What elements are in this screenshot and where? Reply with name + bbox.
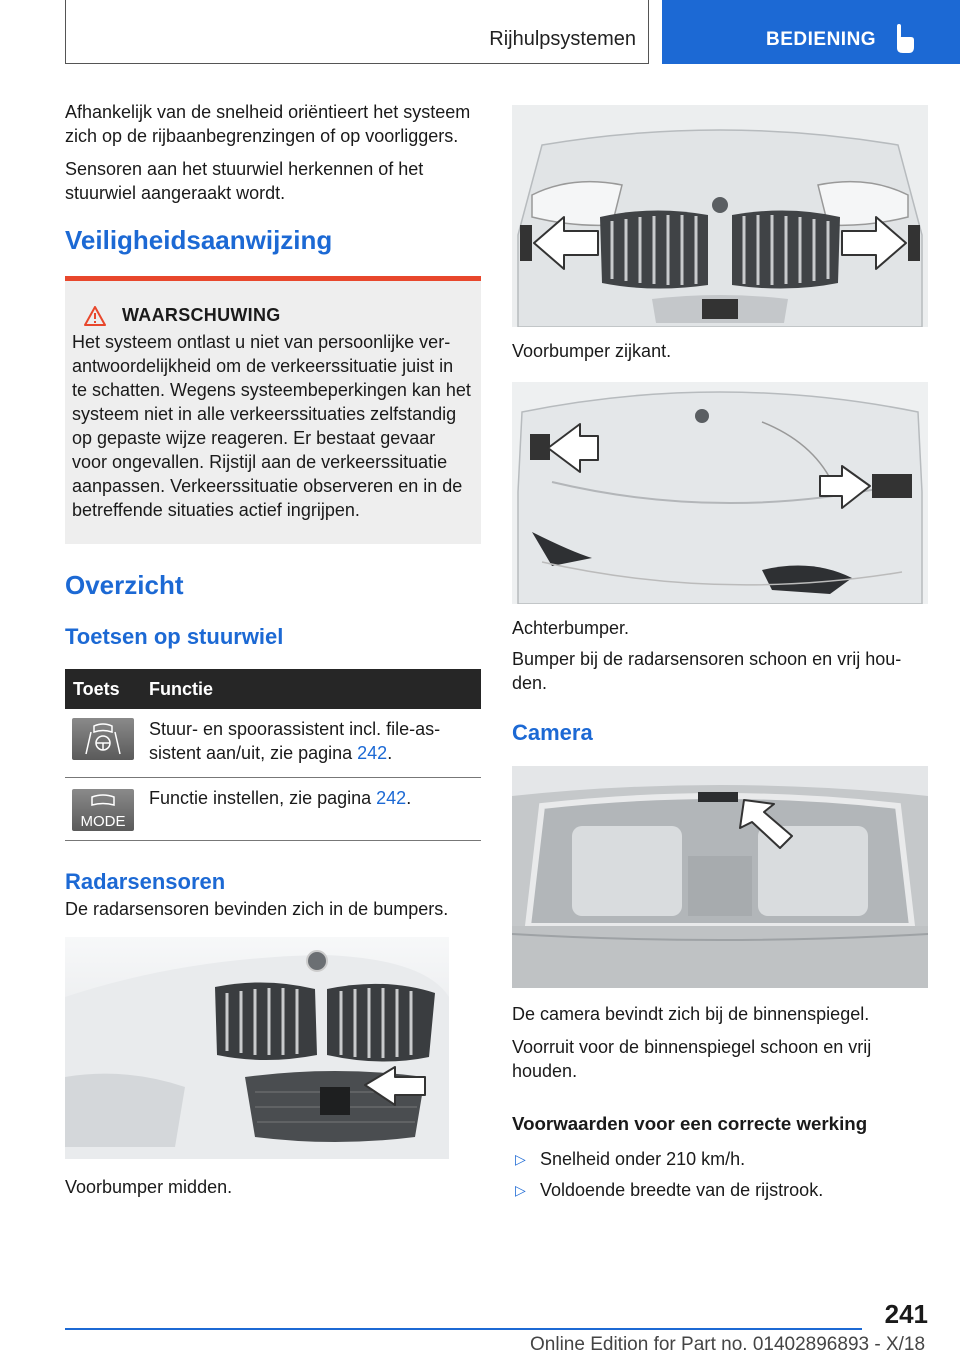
right-column [512, 100, 928, 1209]
footer-rule [65, 1328, 862, 1330]
row-function-text: Functie instellen, zie pagina [149, 788, 377, 808]
camera-location-image [512, 766, 928, 988]
warning-label: WAARSCHUWING [122, 305, 281, 325]
table-row: MODE Functie instellen, zie pagina 242. [65, 778, 481, 841]
warning-text: Het systeem ontlast u niet van persoonlijke verantwoordelijkheid om de verkeerssituatie juist in te schatten. Wegens systeembeperkingen kan het systeem niet in alle verkeerssituaties zelfstandig op gepaste wijze reageren. Er bestaat gevaar voor ongevallen. Rijstijl aan de verkeerssituatie aanpassen. Verkeerssituatie observeren en in de betreffende situaties actief ingrijpen. [72, 332, 471, 520]
rear-bumper-image [512, 382, 928, 604]
caption-front-side: Voorbumper zijkant. [512, 341, 672, 361]
header-section-title: Rijhulpsystemen [489, 28, 636, 50]
mode-key-label: MODE [80, 813, 126, 830]
header-right-rule [648, 0, 649, 64]
triangle-bullet-icon: ▷ [515, 1151, 526, 1167]
front-bumper-middle-image [65, 937, 449, 1159]
overview-heading: Overzicht [65, 570, 184, 600]
conditions-heading: Voorwaarden voor een correcte werking [512, 1113, 868, 1134]
front-bumper-side-image [512, 105, 928, 327]
caption-rear: Achterbumper. [512, 618, 630, 638]
header-bottom-rule [65, 63, 649, 64]
list-item: ▷ Snelheid onder 210 km/h. [512, 1147, 928, 1171]
steering-buttons-table [65, 669, 481, 841]
steering-lane-assist-icon [72, 718, 134, 760]
conditions-list [512, 1147, 928, 1202]
intro-paragraph-1: Afhankelijk van de snelheid oriëntieert het systeem zich op de rijbaanbegrenzingen of op voorliggers. [65, 102, 471, 146]
header-chapter-label: BEDIENING [766, 29, 877, 50]
pointing-hand-icon [894, 24, 916, 54]
radar-sensors-text: De radarsensoren bevinden zich in de bumpers. [65, 899, 449, 919]
radar-sensors-heading: Radarsensoren [65, 869, 226, 894]
table-header-key: Toets [65, 669, 141, 709]
camera-text-1: De camera bevindt zich bij de binnenspiegel. [512, 1004, 870, 1024]
warning-triangle-icon [84, 306, 106, 326]
page-reference-link[interactable]: 242 [357, 743, 388, 763]
triangle-bullet-icon: ▷ [515, 1182, 526, 1198]
intro-paragraph-2: Sensoren aan het stuurwiel herkennen of het stuurwiel aangeraakt wordt. [65, 159, 424, 203]
footer-edition: Online Edition for Part no. 01402896893 - X/18 [530, 1334, 926, 1355]
table-header-function: Functie [141, 669, 481, 709]
row-function-text: Stuur- en spoorassistent incl. file-assistent aan/uit, zie pagina [149, 719, 441, 763]
rear-sensor-note: Bumper bij de radarsensoren schoon en vrij houden. [512, 649, 902, 693]
camera-text-2: Voorruit voor de binnenspiegel schoon en vrij houden. [512, 1037, 872, 1081]
table-header-row [65, 669, 481, 709]
page-reference-link[interactable]: 242 [376, 788, 407, 808]
warning-header [72, 305, 473, 326]
camera-heading: Camera [512, 720, 593, 745]
safety-heading: Veiligheidsaanwijzing [65, 225, 333, 255]
header-chapter-tab[interactable] [662, 0, 960, 64]
mode-button-icon [72, 789, 134, 831]
caption-front-middle: Voorbumper midden. [65, 1177, 233, 1197]
header-left-rule [65, 0, 66, 64]
warning-box [65, 276, 481, 544]
table-row: Stuur- en spoorassistent incl. file-assistent aan/uit, zie pagina 242. [65, 709, 481, 778]
list-item: ▷ Voldoende breedte van de rijstrook. [512, 1178, 928, 1202]
steering-buttons-heading: Toetsen op stuurwiel [65, 624, 284, 649]
left-column [65, 100, 481, 1199]
page-number: 241 [884, 1299, 928, 1329]
